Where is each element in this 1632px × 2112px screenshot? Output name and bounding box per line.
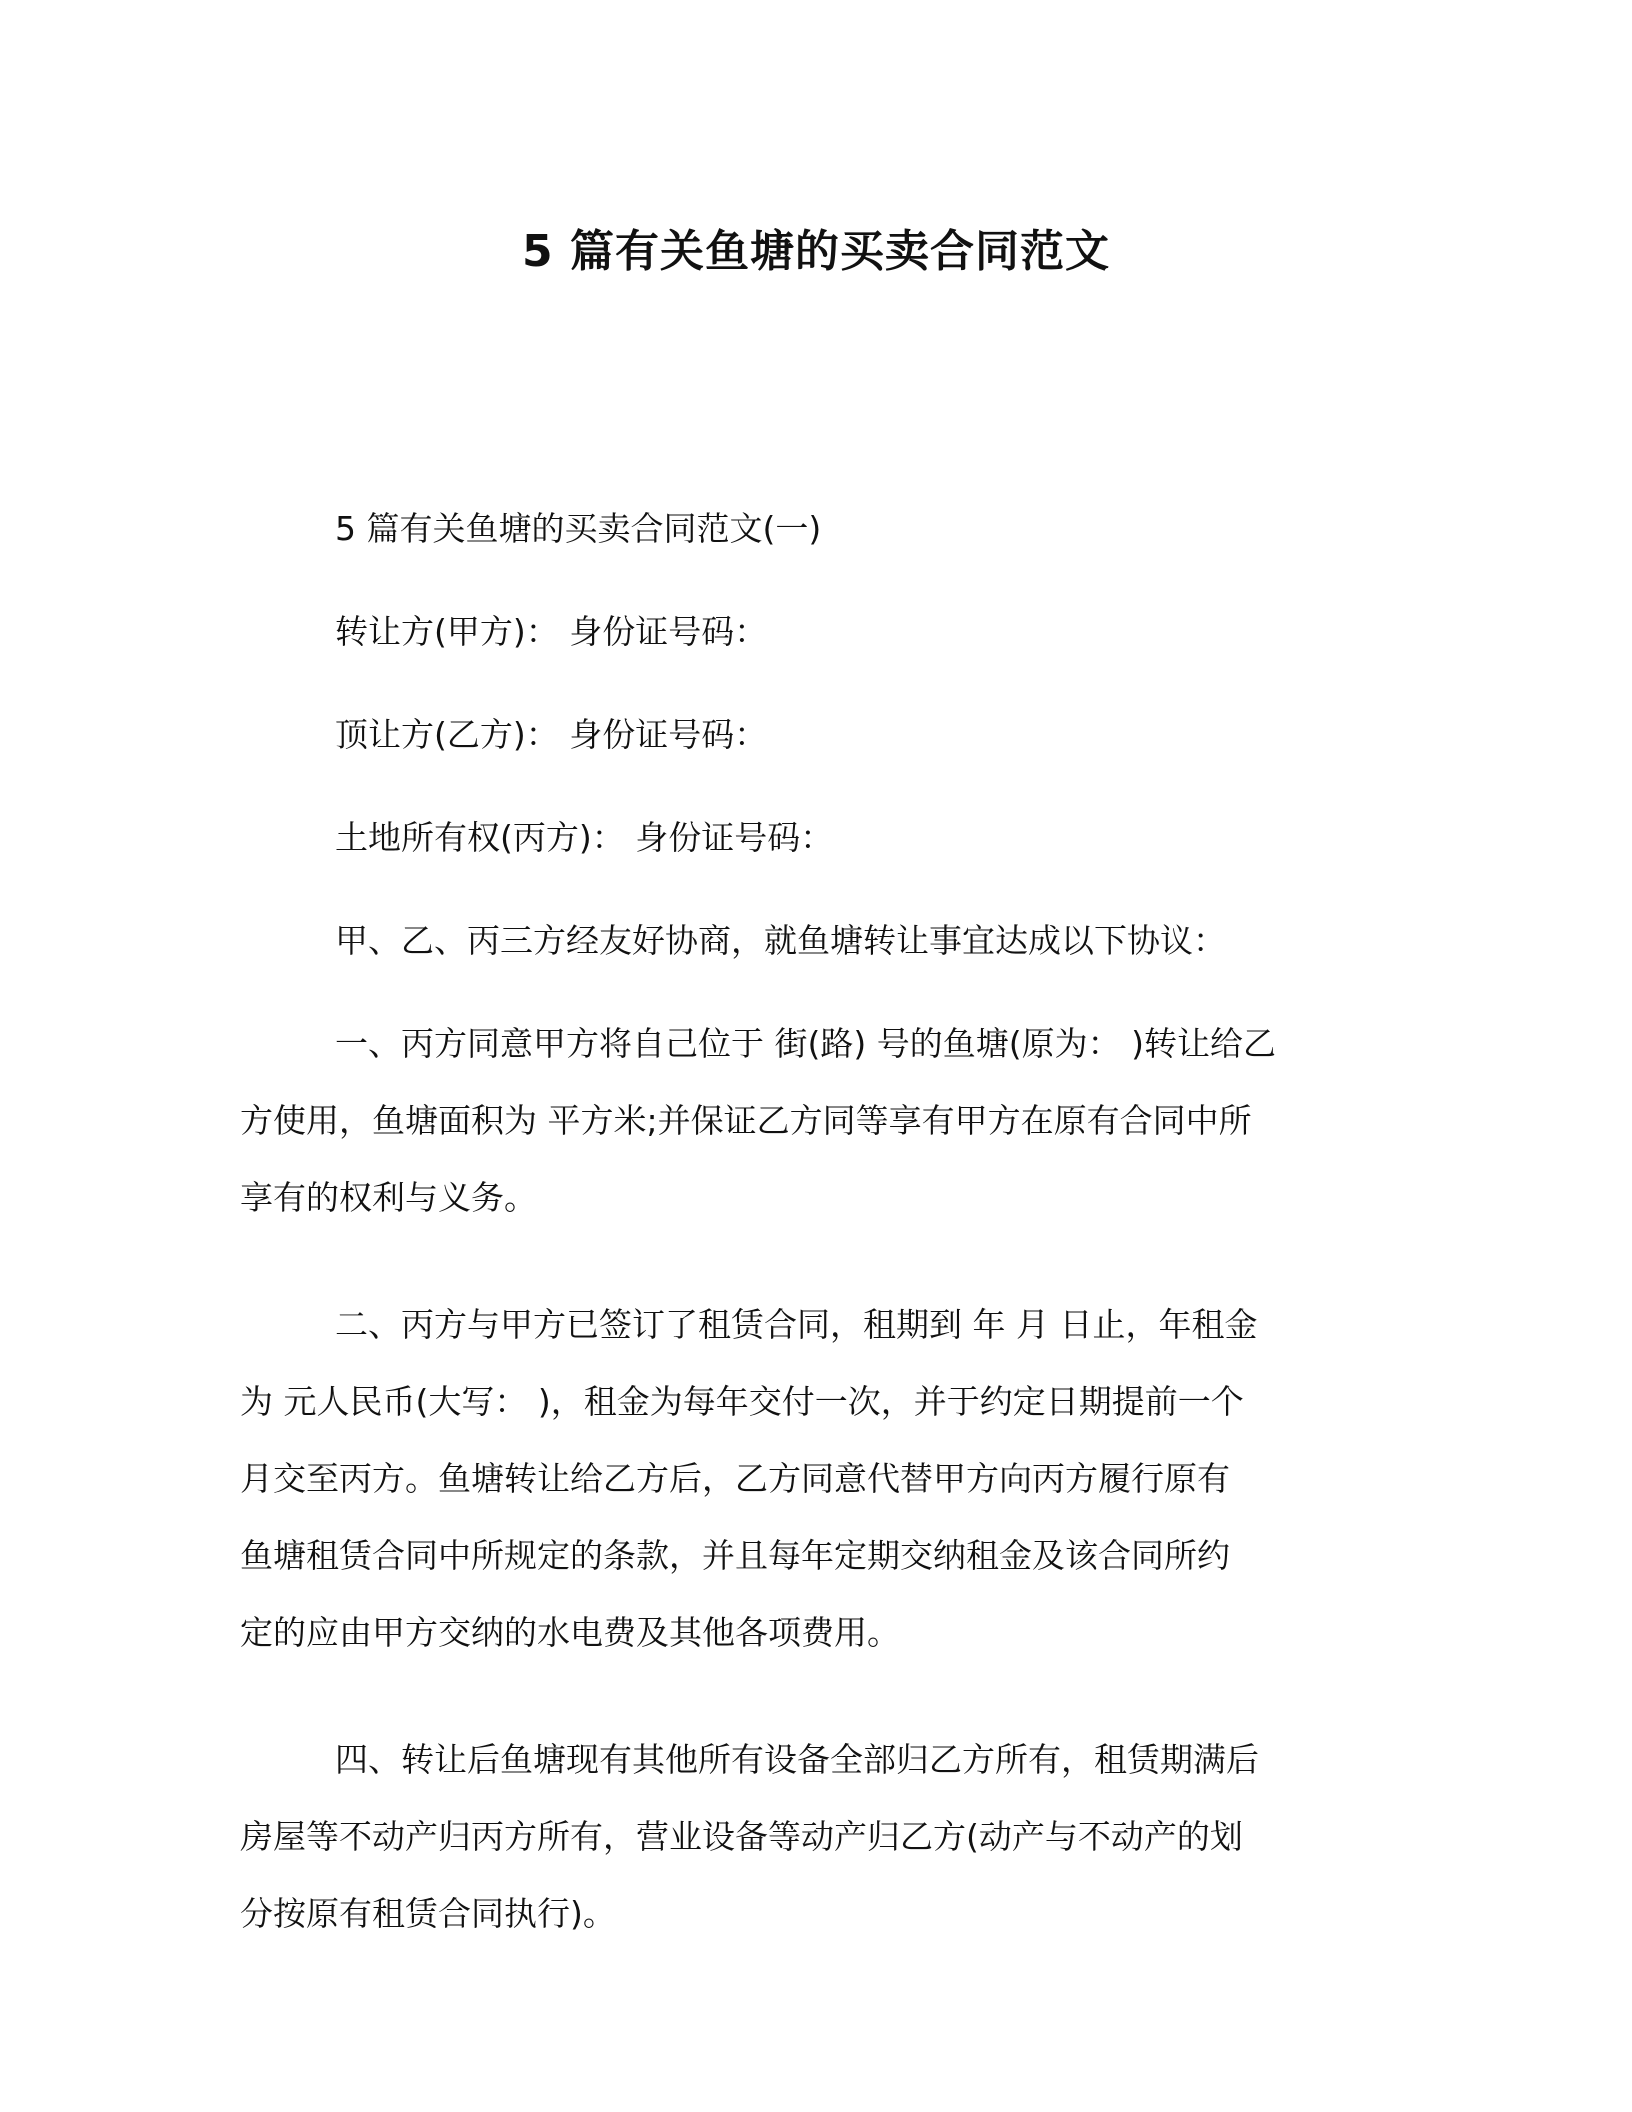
clause-4-line: 四、转让后鱼塘现有其他所有设备全部归乙方所有，租赁期满后 bbox=[335, 1740, 1259, 1779]
clause-2-line: 鱼塘租赁合同中所规定的条款，并且每年定期交纳租金及该合同所约 bbox=[240, 1536, 1230, 1575]
clause-2 bbox=[240, 1286, 1390, 1671]
clause-2-line: 定的应由甲方交纳的水电费及其他各项费用。 bbox=[240, 1613, 900, 1652]
clause-1-line: 方使用，鱼塘面积为 平方米;并保证乙方同等享有甲方在原有合同中所 bbox=[240, 1101, 1252, 1140]
document-body bbox=[240, 490, 1390, 2002]
clause-4-line: 房屋等不动产归丙方所有，营业设备等动产归乙方(动产与不动产的划 bbox=[240, 1817, 1243, 1856]
party-c-line: 土地所有权(丙方)： 身份证号码： bbox=[335, 818, 834, 857]
party-a-line: 转让方(甲方)： 身份证号码： bbox=[335, 612, 768, 651]
document-title: 5 篇有关鱼塘的买卖合同范文 bbox=[522, 226, 1110, 277]
clause-2-line: 二、丙方与甲方已签订了租赁合同，租期到 年 月 日止，年租金 bbox=[335, 1305, 1258, 1344]
section-heading: 5 篇有关鱼塘的买卖合同范文(一) bbox=[335, 509, 822, 548]
clause-4-line: 分按原有租赁合同执行)。 bbox=[240, 1894, 616, 1933]
intro-line: 甲、乙、丙三方经友好协商，就鱼塘转让事宜达成以下协议： bbox=[335, 921, 1226, 960]
clause-1-line: 享有的权利与义务。 bbox=[240, 1178, 537, 1217]
party-b-line: 顶让方(乙方)： 身份证号码： bbox=[335, 715, 768, 754]
clause-1-line: 一、丙方同意甲方将自己位于 街(路) 号的鱼塘(原为： )转让给乙 bbox=[335, 1024, 1276, 1063]
clause-4 bbox=[240, 1721, 1390, 1952]
clause-2-line: 月交至丙方。鱼塘转让给乙方后，乙方同意代替甲方向丙方履行原有 bbox=[240, 1459, 1230, 1498]
clause-2-line: 为 元人民币(大写： )，租金为每年交付一次，并于约定日期提前一个 bbox=[240, 1382, 1244, 1421]
clause-1 bbox=[240, 1005, 1390, 1236]
